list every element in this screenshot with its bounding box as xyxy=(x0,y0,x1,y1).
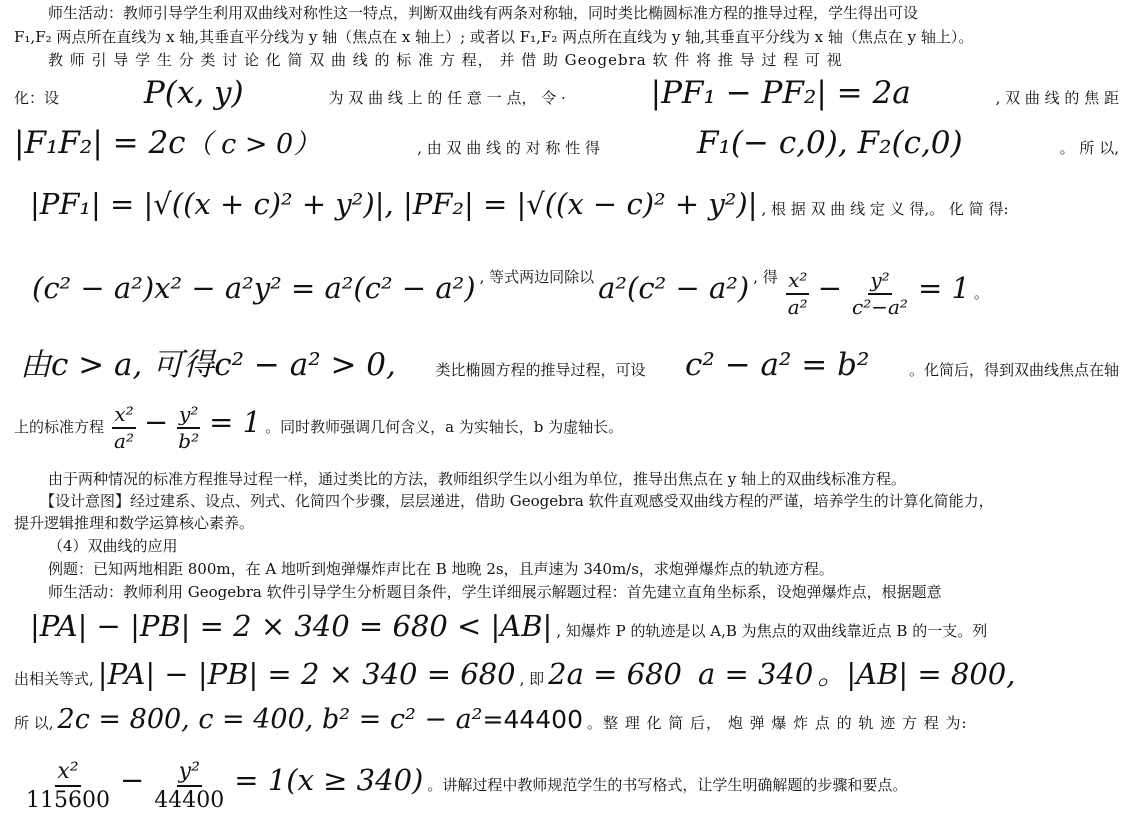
text-segment: , 得 xyxy=(753,268,778,286)
math-group xyxy=(14,125,321,161)
math-line xyxy=(20,760,907,812)
denominator: a² xyxy=(787,295,808,319)
denominator: a² xyxy=(114,429,134,453)
denominator: c²−a² xyxy=(852,295,908,319)
math-expression: |PA| − |PB| = 2 × 340 = 680 < |AB| xyxy=(30,609,553,643)
text-segment: , 根 据 双 曲 线 定 义 得,。 化 简 得: xyxy=(761,200,1009,218)
math-expression: =44400 xyxy=(482,705,583,734)
text-segment: 出相关等式, xyxy=(14,670,94,688)
minus-sign: − xyxy=(817,270,843,305)
math-expression: |F₁F₂| = 2c xyxy=(14,125,186,161)
numerator: y² xyxy=(177,404,200,429)
math-expression: F₁(− c,0), F₂(c,0) xyxy=(696,125,963,161)
math-expression: 由c > a, 可得c² − a² > 0, xyxy=(20,347,396,383)
math-line xyxy=(14,125,1119,161)
text-line: F₁,F₂ 两点所在直线为 x 轴,其垂直平分线为 y 轴（焦点在 x 轴上）; 或者以 F₁,F₂ 两点所在直线为 y 轴,其垂直平分线为 x 轴（焦点在 y 轴上）。 xyxy=(14,28,974,46)
fraction xyxy=(24,760,112,812)
math-expression: a = 340 xyxy=(697,657,814,691)
math-expression: 2c = 800, c = 400, b² = c² − a² xyxy=(57,704,483,735)
math-line xyxy=(30,187,1009,221)
text-segment: 化：设 xyxy=(14,89,60,107)
numerator: x² xyxy=(112,404,135,429)
text-segment: 类比椭圆方程的推导过程，可设 xyxy=(435,361,646,379)
text-line: 提升逻辑推理和数学运算核心素养。 xyxy=(14,514,255,532)
fraction xyxy=(850,270,910,318)
math-line xyxy=(14,657,1016,691)
text-segment: 。化简后，得到双曲线焦点在轴 xyxy=(908,361,1119,379)
math-expression: 2a = 680 xyxy=(548,657,682,691)
numerator: y² xyxy=(868,270,891,295)
fraction xyxy=(152,760,226,812)
text-segment: , 由 双 曲 线 的 对 称 性 得 xyxy=(417,139,600,157)
math-line xyxy=(20,347,1119,383)
denominator: 115600 xyxy=(26,788,110,814)
math-line xyxy=(32,270,989,318)
text-segment: 。同时教师强调几何含义，a 为实轴长，b 为虚轴长。 xyxy=(265,417,624,436)
math-expression: P(x, y) xyxy=(143,75,244,111)
math-line xyxy=(14,75,1119,111)
math-expression: |PA| − |PB| = 2 × 340 = 680 xyxy=(97,657,516,691)
text-segment: 为 双 曲 线 上 的 任 意 一 点， 令 · xyxy=(328,89,566,107)
text-segment: 。 所 以, xyxy=(1059,139,1119,157)
math-expression: = 1 xyxy=(209,404,262,439)
text-segment: 。 xyxy=(973,283,989,302)
math-expression: = 1(x ≥ 340) xyxy=(234,762,424,797)
math-expression: 。|AB| = 800, xyxy=(817,657,1016,691)
fraction xyxy=(176,404,201,452)
math-expression: |PF₁| = |√((x + c)² + y²)|, |PF₂| = |√((x − c)² + y²)| xyxy=(30,187,758,221)
math-expression: （ c > 0） xyxy=(185,129,321,160)
numerator: y² xyxy=(177,760,202,787)
minus-sign: − xyxy=(143,404,169,439)
text-line: 由于两种情况的标准方程推导过程一样，通过类比的方法，教师组织学生以小组为单位，推导出焦点在 y 轴上的双曲线标准方程。 xyxy=(48,470,907,488)
math-expression: c² − a² = b² xyxy=(685,347,870,383)
text-segment: 。整 理 化 简 后， 炮 弹 爆 炸 点 的 轨 迹 方 程 为: xyxy=(586,714,968,732)
text-segment: 上的标准方程 xyxy=(14,417,105,436)
math-line xyxy=(14,706,968,733)
text-line: 【设计意图】经过建系、设点、列式、化简四个步骤，层层递进，借助 Geogebra 软件直观感受双曲线方程的严谨，培养学生的计算化简能力， xyxy=(40,492,994,510)
text-line: 师生活动：教师引导学生利用双曲线对称性这一特点，判断双曲线有两条对称轴，同时类比椭圆标准方程的推导过程，学生得出可设 xyxy=(48,4,919,22)
math-expression: a²(c² − a²) xyxy=(598,270,750,305)
text-segment: , 知爆炸 P 的轨迹是以 A,B 为焦点的双曲线靠近点 B 的一支。列 xyxy=(556,622,988,640)
math-expression: = 1 xyxy=(917,270,970,305)
denominator: b² xyxy=(178,429,200,453)
text-segment: , 双 曲 线 的 焦 距 xyxy=(995,89,1119,107)
math-line xyxy=(30,609,988,643)
section-heading: （4）双曲线的应用 xyxy=(48,537,178,555)
math-expression: (c² − a²)x² − a²y² = a²(c² − a²) xyxy=(32,270,476,305)
text-line: 例题：已知两地相距 800m，在 A 地听到炮弹爆炸声比在 B 地晚 2s，且声速为 340m/s，求炮弹爆炸点的轨迹方程。 xyxy=(48,560,834,578)
text-line: 教 师 引 导 学 生 分 类 讨 论 化 简 双 曲 线 的 标 准 方 程， 并 借 助 Geogebra 软 件 将 推 导 过 程 可 视 xyxy=(48,51,843,69)
denominator: 44400 xyxy=(154,788,225,814)
math-line xyxy=(14,404,623,452)
numerator: x² xyxy=(55,760,80,787)
text-line: 师生活动：教师利用 Geogebra 软件引导学生分析题目条件，学生详细展示解题过程：首先建立直角坐标系，设炮弹爆炸点，根据题意 xyxy=(48,583,942,601)
text-segment: 。讲解过程中教师规范学生的书写格式，让学生明确解题的步骤和要点。 xyxy=(427,775,908,794)
math-expression: |PF₁ − PF₂| = 2a xyxy=(650,75,911,111)
numerator: x² xyxy=(786,270,809,295)
text-segment: , 即 xyxy=(519,670,545,688)
fraction xyxy=(786,270,810,318)
text-segment: , 等式两边同除以 xyxy=(479,268,595,286)
text-segment: 所 以, xyxy=(14,714,54,732)
minus-sign: − xyxy=(119,762,145,797)
fraction xyxy=(112,404,136,452)
